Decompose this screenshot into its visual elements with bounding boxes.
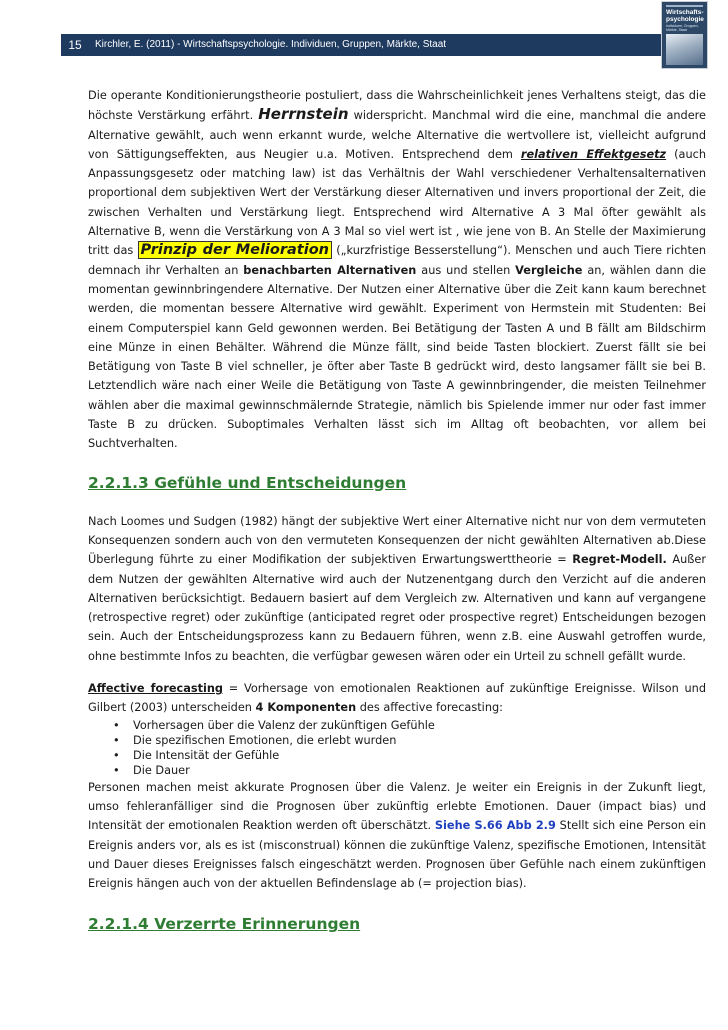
- term-affective-forecasting: Affective forecasting: [88, 682, 223, 696]
- text: Nach Loomes und Sudgen (1982) hängt der subjektive Wert einer Alternative nicht nur von dem vermuteten Konsequenzen sondern auch von den vermuteten Konsequenzen der nicht gewählten Alternativen ab.Diese Überlegung führte zu einer Modifikation der subjektiven Erwartungswerttheorie =: [88, 514, 706, 567]
- cover-subtitle: Individuen, Gruppen, Märkte, Staat: [666, 24, 699, 32]
- text: widerspricht. Manchmal wird die eine, manchmal die andere Alternative gewählt, auch wenn erkannt wurde, welche Alternative die wertvollere ist, vielleicht aufgrund von Sättigungseffekten, aus Neugier u.a. Motiven. Entsprechend dem: [88, 109, 707, 161]
- term-prinzip-der-melioration: Prinzip der Melioration: [138, 241, 332, 259]
- text: (auch Anpassungsgesetz oder matching law) ist das Verhältnis der Wahl verschiedener Verhaltensalternativen proportional dem subjektiven Wert der Verstärkung dieser Alternativen und invers proportional der Zeit, die zwischen Verhalten und Verstärkung liegt. Entsprechend wird Alternative A 3 Mal öfter gewählt als Alternative B, wenn die Verstärkung von A 3 Mal so viel wert ist , wie jene von B. An Stelle der Maximierung tritt das: [88, 147, 706, 258]
- text: = Vorhersage von emotionalen Reaktionen auf zukünftige Ereignisse. Wilson und Gilbert (2003) unterscheiden: [88, 682, 706, 715]
- term-benachbarte-alternativen: benachbarten Alternativen: [243, 263, 417, 277]
- text: („kurzfristige Besserstellung“). Menschen und auch Tiere richten demnach ihr Verhalten an: [88, 244, 706, 277]
- header-citation: Kirchler, E. (2011) - Wirtschaftspsychologie. Individuen, Gruppen, Märkte, Staat: [95, 39, 447, 50]
- text: Die operante Konditionierungstheorie postuliert, dass die Wahrscheinlichkeit jenes Verhaltens steigt, das die höchste Verstärkung erfährt.: [88, 89, 706, 123]
- page-number: 15: [68, 38, 82, 52]
- text: aus und stellen: [416, 263, 516, 277]
- text: an, wählen dann die momentan gewinnbringendere Alternative. Der Nutzen einer Alternative über die Zeit kann kaum berechnet werden, die momentan bessere Alternative wird gewählt. Experiment von Hermstein mit Studenten: Bei einem Computerspiel kann Geld gewonnen werden. Bei Betätigung der Tasten A und B fällt am Bildschirm eine Münze in einen Behälter. Während die Münze fällt, sind beide Tasten blockiert. Zuerst fällt sie bei Betätigung von Taste B viel schneller, je öfter aber Taste B gedrückt wird, desto langsamer fällt sie bei B. Letztendlich wäre nach einer Weile die Betätigung von Taste A gewinnbringender, die meisten Teilnehmer wählen aber die maximal gewinnschmälernde Strategie, nämlich bis Spielende immer nur oder fast immer Taste B zu drücken. Suboptimales Verhalten lässt sich im Alltag oft beobachten, vor allem bei Suchtverhalten.: [88, 263, 707, 451]
- cover-title: [666, 9, 705, 23]
- text: Außer dem Nutzen der gewählten Alternative wird auch der Nutzenentgang durch den Verzicht auf die anderen Alternativen berücksichtigt. Bedauern basiert auf dem Vergleich zw. Alternativen und kann auf vergangene (retrospective regret) oder zukünftige (anticipated regret oder prospective regret) Entscheidungen bezogen sein. Auch der Entscheidungsprozess kann zu Bedauern führen, wenn z.B. eine Auswahl getroffen wurde, ohne bestimmte Infos zu beachten, die verfügbar gewesen wären oder ein Urteil zu schnell gefällt wurde.: [88, 553, 706, 663]
- book-cover-image: [661, 1, 708, 69]
- term-relatives-effektgesetz: relativen Effektgesetz: [520, 147, 667, 161]
- list-item: • Die spezifischen Emotionen, die erlebt wurden: [133, 733, 706, 748]
- section-heading-erinnerungen: 2.2.1.4 Verzerrte Erinnerungen: [88, 915, 361, 934]
- text: Personen machen meist akkurate Prognosen über die Valenz. Je weiter ein Ereignis in der Zukunft liegt, umso fehleranfälliger sind die Prognosen über zukünftig erlebte Emotionen. Dauer (impact bias) und Intensität der emotionalen Reaktion werden oft überschätzt.: [88, 780, 706, 833]
- paragraph-affective-forecasting: [88, 679, 706, 718]
- cover-accent-line: [666, 5, 703, 7]
- text: Stellt sich eine Person ein Ereignis anders vor, als es ist (misconstrual) können die zukünftige Valenz, spezifische Emotionen, Intensität und Dauer dieses Ereignisses falsch eingeschätzt werden. Prognosen über Gefühle nach einem zukünftigen Ereignis hängen auch von der aktuellen Befindenslage ab (= projection bias).: [88, 819, 706, 891]
- list-item: • Die Dauer: [133, 763, 706, 778]
- paragraph-regret-model: [88, 512, 706, 666]
- cover-title-line1: Wirtschafts-: [666, 9, 704, 16]
- paragraph-conditioning: [88, 86, 706, 454]
- term-4-komponenten: 4 Komponenten: [255, 701, 357, 715]
- term-herrnstein: Herrnstein: [258, 105, 349, 124]
- term-vergleiche: Vergleiche: [515, 263, 583, 277]
- section-heading-gefuehle: 2.2.1.3 Gefühle und Entscheidungen: [88, 473, 407, 492]
- page-content: [88, 86, 706, 953]
- cover-title-line2: psychologie: [666, 16, 704, 23]
- text: des affective forecasting:: [356, 701, 503, 715]
- list-item: • Vorhersagen über die Valenz der zukünftigen Gefühle: [133, 718, 706, 733]
- figure-reference: Siehe S.66 Abb 2.9: [434, 819, 556, 833]
- term-regret-modell: Regret-Modell.: [572, 553, 667, 567]
- paragraph-prognosen: [88, 778, 706, 894]
- list-item: • Die Intensität der Gefühle: [133, 748, 706, 763]
- cover-building-picture: [666, 34, 703, 65]
- components-list: [88, 718, 706, 778]
